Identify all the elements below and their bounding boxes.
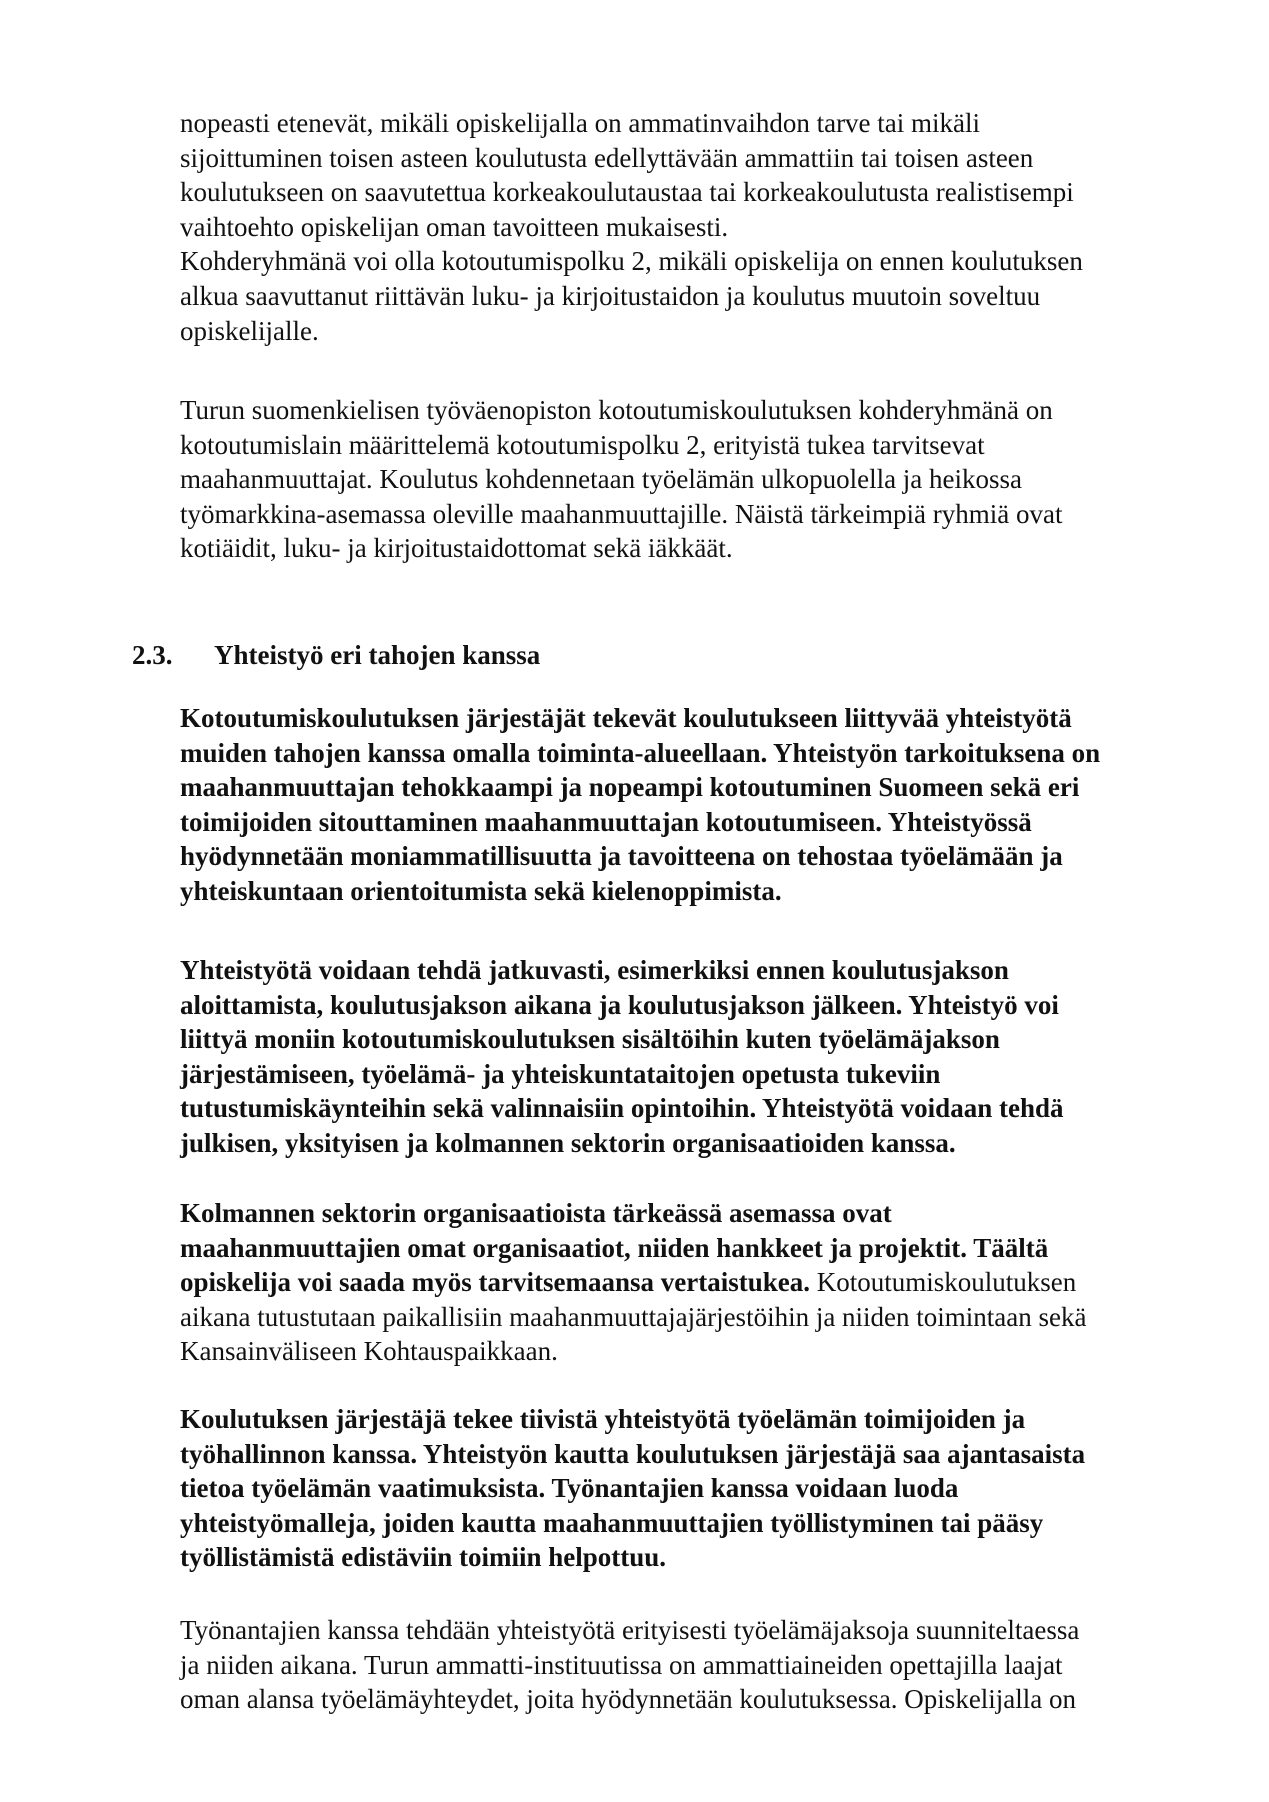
text-line: oman alansa työelämäyhteydet, joita hyödynnetään koulutuksessa. Opiskelijalla on <box>180 1684 1077 1715</box>
text-line: järjestämiseen, työelämä- ja yhteiskuntataitojen opetusta tukeviin <box>180 1058 941 1089</box>
text-line: maahanmuuttajan tehokkaampi ja nopeampi kotoutuminen Suomeen sekä eri <box>180 772 1080 803</box>
text-line: yhteiskuntaan orientoitumista sekä kielenoppimista. <box>180 875 782 906</box>
text-line: maahanmuuttajat. Koulutus kohdennetaan työelämän ulkopuolella ja heikossa <box>180 464 1023 495</box>
text-line: julkisen, yksityisen ja kolmannen sektorin organisaatioiden kanssa. <box>180 1127 956 1158</box>
paragraph-employers-cooperation <box>180 1402 1225 1575</box>
text-line: liittyä moniin kotoutumiskoulutuksen sisältöihin kuten työelämäjakson <box>180 1024 1000 1055</box>
text-line: ja niiden aikana. Turun ammatti-instituutissa on ammattiaineiden opettajilla laajat <box>180 1649 1063 1680</box>
text-line: tutustumiskäynteihin sekä valinnaisiin opintoihin. Yhteistyötä voidaan tehdä <box>180 1093 1064 1124</box>
text-line: sijoittuminen toisen asteen koulutusta edellyttävään ammattiin tai toisen asteen <box>180 142 1034 173</box>
text-line: Turun suomenkielisen työväenopiston kotoutumiskoulutuksen kohderyhmänä on <box>180 395 1053 425</box>
paragraph-target-group-intro <box>180 106 1225 348</box>
text-line: alkua saavuttanut riittävän luku- ja kirjoitustaidon ja koulutus muutoin soveltuu <box>180 280 1041 311</box>
text-line: kotiäidit, luku- ja kirjoitustaidottomat sekä iäkkäät. <box>180 533 733 564</box>
paragraph-cooperation-purpose <box>180 701 1225 909</box>
text-line: Kotoutumiskoulutuksen järjestäjät tekevät koulutukseen liittyvää yhteistyötä <box>180 703 1072 733</box>
text-line: työllistämistä edistäviin toimiin helpottuu. <box>180 1542 667 1573</box>
section-number: 2.3. <box>132 640 173 670</box>
text-line: koulutukseen on saavutettua korkeakoulutaustaa tai korkeakoulutusta realistisempi <box>180 177 1074 208</box>
text-line: työhallinnon kanssa. Yhteistyön kautta koulutuksen järjestäjä saa ajantasaista <box>180 1438 1086 1469</box>
text-line-mixed <box>180 1265 1225 1300</box>
text-regular-segment: Kotoutumiskoulutuksen <box>810 1267 1077 1298</box>
text-line: yhteistyömalleja, joiden kautta maahanmuuttajien työllistyminen tai pääsy <box>180 1507 1044 1538</box>
text-line: aloittamista, koulutusjakson aikana ja koulutusjakson jälkeen. Yhteistyö voi <box>180 989 1059 1020</box>
text-line: kotoutumislain määrittelemä kotoutumispolku 2, erityistä tukea tarvitsevat <box>180 429 985 460</box>
text-line: Kolmannen sektorin organisaatioista tärkeässä asemassa ovat <box>180 1198 892 1228</box>
section-heading <box>132 638 540 672</box>
paragraph-cooperation-timing <box>180 953 1225 1161</box>
text-line: nopeasti etenevät, mikäli opiskelijalla on ammatinvaihdon tarve tai mikäli <box>180 108 981 138</box>
text-line: työmarkkina-asemassa oleville maahanmuuttajille. Näistä tärkeimpiä ryhmiä ovat <box>180 498 1063 529</box>
text-line: Yhteistyötä voidaan tehdä jatkuvasti, esimerkiksi ennen koulutusjakson <box>180 955 1009 985</box>
text-line: Kansainväliseen Kohtauspaikkaan. <box>180 1336 558 1367</box>
text-line: Työnantajien kanssa tehdään yhteistyötä erityisesti työelämäjaksoja suunniteltaessa <box>180 1615 1080 1645</box>
text-line: hyödynnetään moniammatillisuutta ja tavoitteena on tehostaa työelämään ja <box>180 841 1063 872</box>
text-line: Koulutuksen järjestäjä tekee tiivistä yhteistyötä työelämän toimijoiden ja <box>180 1404 1026 1434</box>
section-title: Yhteistyö eri tahojen kanssa <box>214 640 541 670</box>
text-line: muiden tahojen kanssa omalla toiminta-alueellaan. Yhteistyön tarkoituksena on <box>180 737 1101 768</box>
text-line: vaihtoehto opiskelijan oman tavoitteen mukaisesti. <box>180 211 729 242</box>
text-bold-segment: opiskelija voi saada myös tarvitsemaansa vertaistukea. <box>180 1267 810 1298</box>
paragraph-turku-target-group <box>180 393 1225 566</box>
text-line: toimijoiden sitouttaminen maahanmuuttajan kotoutumiseen. Yhteistyössä <box>180 806 1032 837</box>
paragraph-third-sector <box>180 1196 1225 1369</box>
text-line: aikana tutustutaan paikallisiin maahanmuuttajajärjestöihin ja niiden toimintaan sekä <box>180 1301 1087 1332</box>
paragraph-work-practice <box>180 1613 1225 1717</box>
text-line: maahanmuuttajien omat organisaatiot, niiden hankkeet ja projektit. Täältä <box>180 1232 1049 1263</box>
text-line: opiskelijalle. <box>180 315 319 346</box>
text-line: tietoa työelämän vaatimuksista. Työnantajien kanssa voidaan luoda <box>180 1473 959 1504</box>
text-line: Kohderyhmänä voi olla kotoutumispolku 2, mikäli opiskelija on ennen koulutuksen <box>180 246 1083 277</box>
